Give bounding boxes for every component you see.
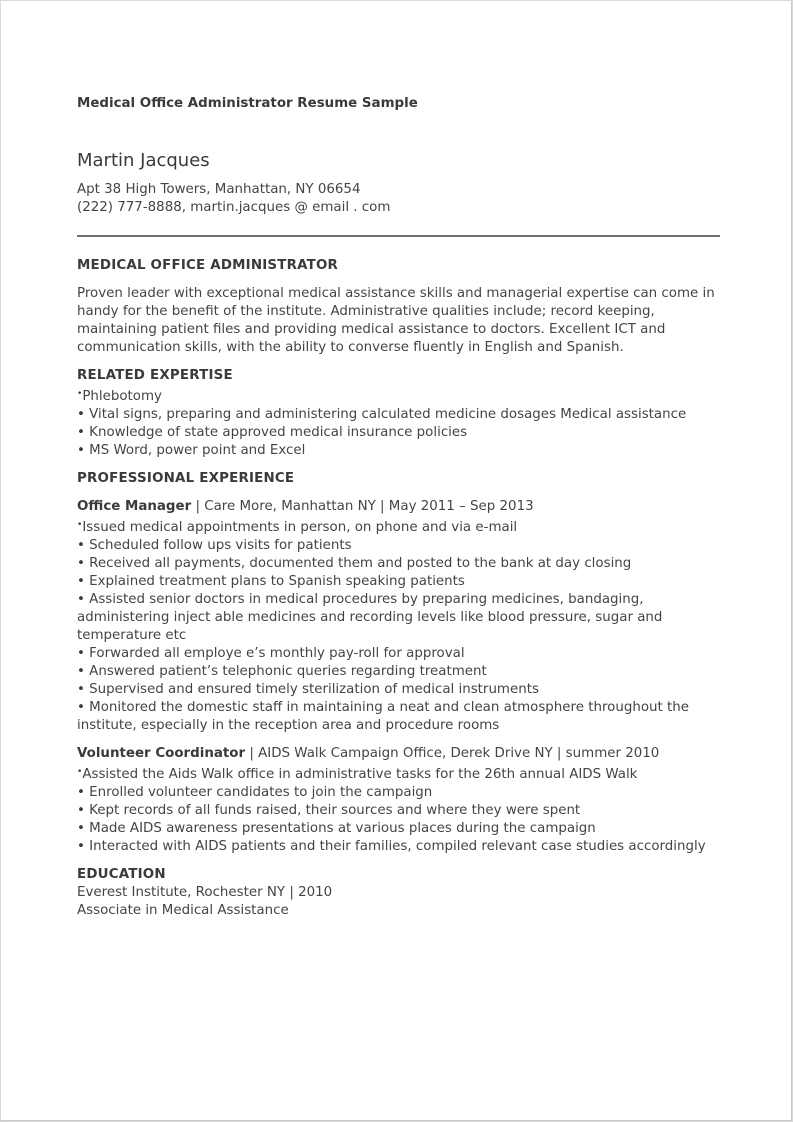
list-item: • Supervised and ensured timely sterilization of medical instruments [77,682,539,697]
bullet-icon: • [77,574,85,589]
list-item: •Phlebotomy [77,389,162,404]
education-degree: Associate in Medical Assistance [77,903,289,918]
job-details: | Care More, Manhattan NY | May 2011 – Sep 2013 [191,499,534,514]
candidate-name: Martin Jacques [77,150,210,171]
summary-line: handy for the benefit of the institute. Administrative qualities include; record keeping, [77,304,655,319]
list-item-continuation: institute, especially in the reception area and procedure rooms [77,718,500,733]
list-item: • Explained treatment plans to Spanish speaking patients [77,574,465,589]
bullet-icon: • [77,839,85,854]
document-title: Medical Office Administrator Resume Sample [77,96,418,111]
bullet-icon: • [77,443,85,458]
list-item: •Assisted the Aids Walk office in administrative tasks for the 26th annual AIDS Walk [77,767,638,782]
job-duties-list [77,516,722,735]
list-item: • Made AIDS awareness presentations at various places during the campaign [77,821,596,836]
job-title: Volunteer Coordinator [77,746,246,761]
bullet-icon: • [77,520,83,530]
bullet-icon: • [77,664,85,679]
bullet-icon: • [77,407,85,422]
list-item: • Monitored the domestic staff in maintaining a neat and clean atmosphere throughout the [77,700,690,715]
bullet-icon: • [77,767,83,777]
summary-line: Proven leader with exceptional medical assistance skills and managerial expertise can come in [77,286,715,301]
list-item: • MS Word, power point and Excel [77,443,306,458]
bullet-icon: • [77,556,85,571]
experience-heading: PROFESSIONAL EXPERIENCE [77,471,295,486]
summary-line: communication skills, with the ability to converse fluently in English and Spanish. [77,340,624,355]
expertise-list [77,385,722,460]
list-item-continuation: administering inject able medicines and recording levels like blood pressure, sugar and [77,610,663,625]
resume-page [1,1,792,1121]
list-item: • Answered patient’s telephonic queries regarding treatment [77,664,487,679]
bullet-icon: • [77,538,85,553]
header-divider [77,235,720,237]
address-line: Apt 38 High Towers, Manhattan, NY 06654 [77,182,361,197]
bullet-icon: • [77,646,85,661]
resume-body [77,257,722,920]
bullet-icon: • [77,700,85,715]
summary-paragraph [77,285,722,357]
bullet-icon: • [77,682,85,697]
job-header [77,745,722,763]
bullet-icon: • [77,592,85,607]
list-item: •Issued medical appointments in person, on phone and via e-mail [77,520,518,535]
summary-line: maintaining patient files and providing medical assistance to doctors. Excellent ICT and [77,322,666,337]
list-item: • Assisted senior doctors in medical procedures by preparing medicines, bandaging, [77,592,644,607]
job-details: | AIDS Walk Campaign Office, Derek Drive NY | summer 2010 [245,746,660,761]
bullet-icon: • [77,389,83,399]
list-item: • Knowledge of state approved medical insurance policies [77,425,468,440]
summary-heading: MEDICAL OFFICE ADMINISTRATOR [77,258,339,273]
list-item: • Received all payments, documented them and posted to the bank at day closing [77,556,632,571]
list-item: • Forwarded all employe e’s monthly pay-roll for approval [77,646,465,661]
list-item-continuation: temperature etc [77,628,187,643]
job-duties-list [77,763,722,856]
list-item: • Scheduled follow ups visits for patients [77,538,352,553]
job-header [77,498,722,516]
bullet-icon: • [77,821,85,836]
education-school: Everest Institute, Rochester NY | 2010 [77,885,333,900]
bullet-icon: • [77,785,85,800]
list-item: • Enrolled volunteer candidates to join the campaign [77,785,433,800]
contact-block [77,181,390,217]
expertise-heading: RELATED EXPERTISE [77,368,233,383]
bullet-icon: • [77,803,85,818]
bullet-icon: • [77,425,85,440]
phone-email-line: (222) 777-8888, martin.jacques @ email . com [77,200,391,215]
list-item: • Vital signs, preparing and administering calculated medicine dosages Medical assistance [77,407,687,422]
list-item: • Kept records of all funds raised, their sources and where they were spent [77,803,581,818]
list-item: • Interacted with AIDS patients and their families, compiled relevant case studies accordingly [77,839,706,854]
job-title: Office Manager [77,499,192,514]
education-heading: EDUCATION [77,867,166,882]
